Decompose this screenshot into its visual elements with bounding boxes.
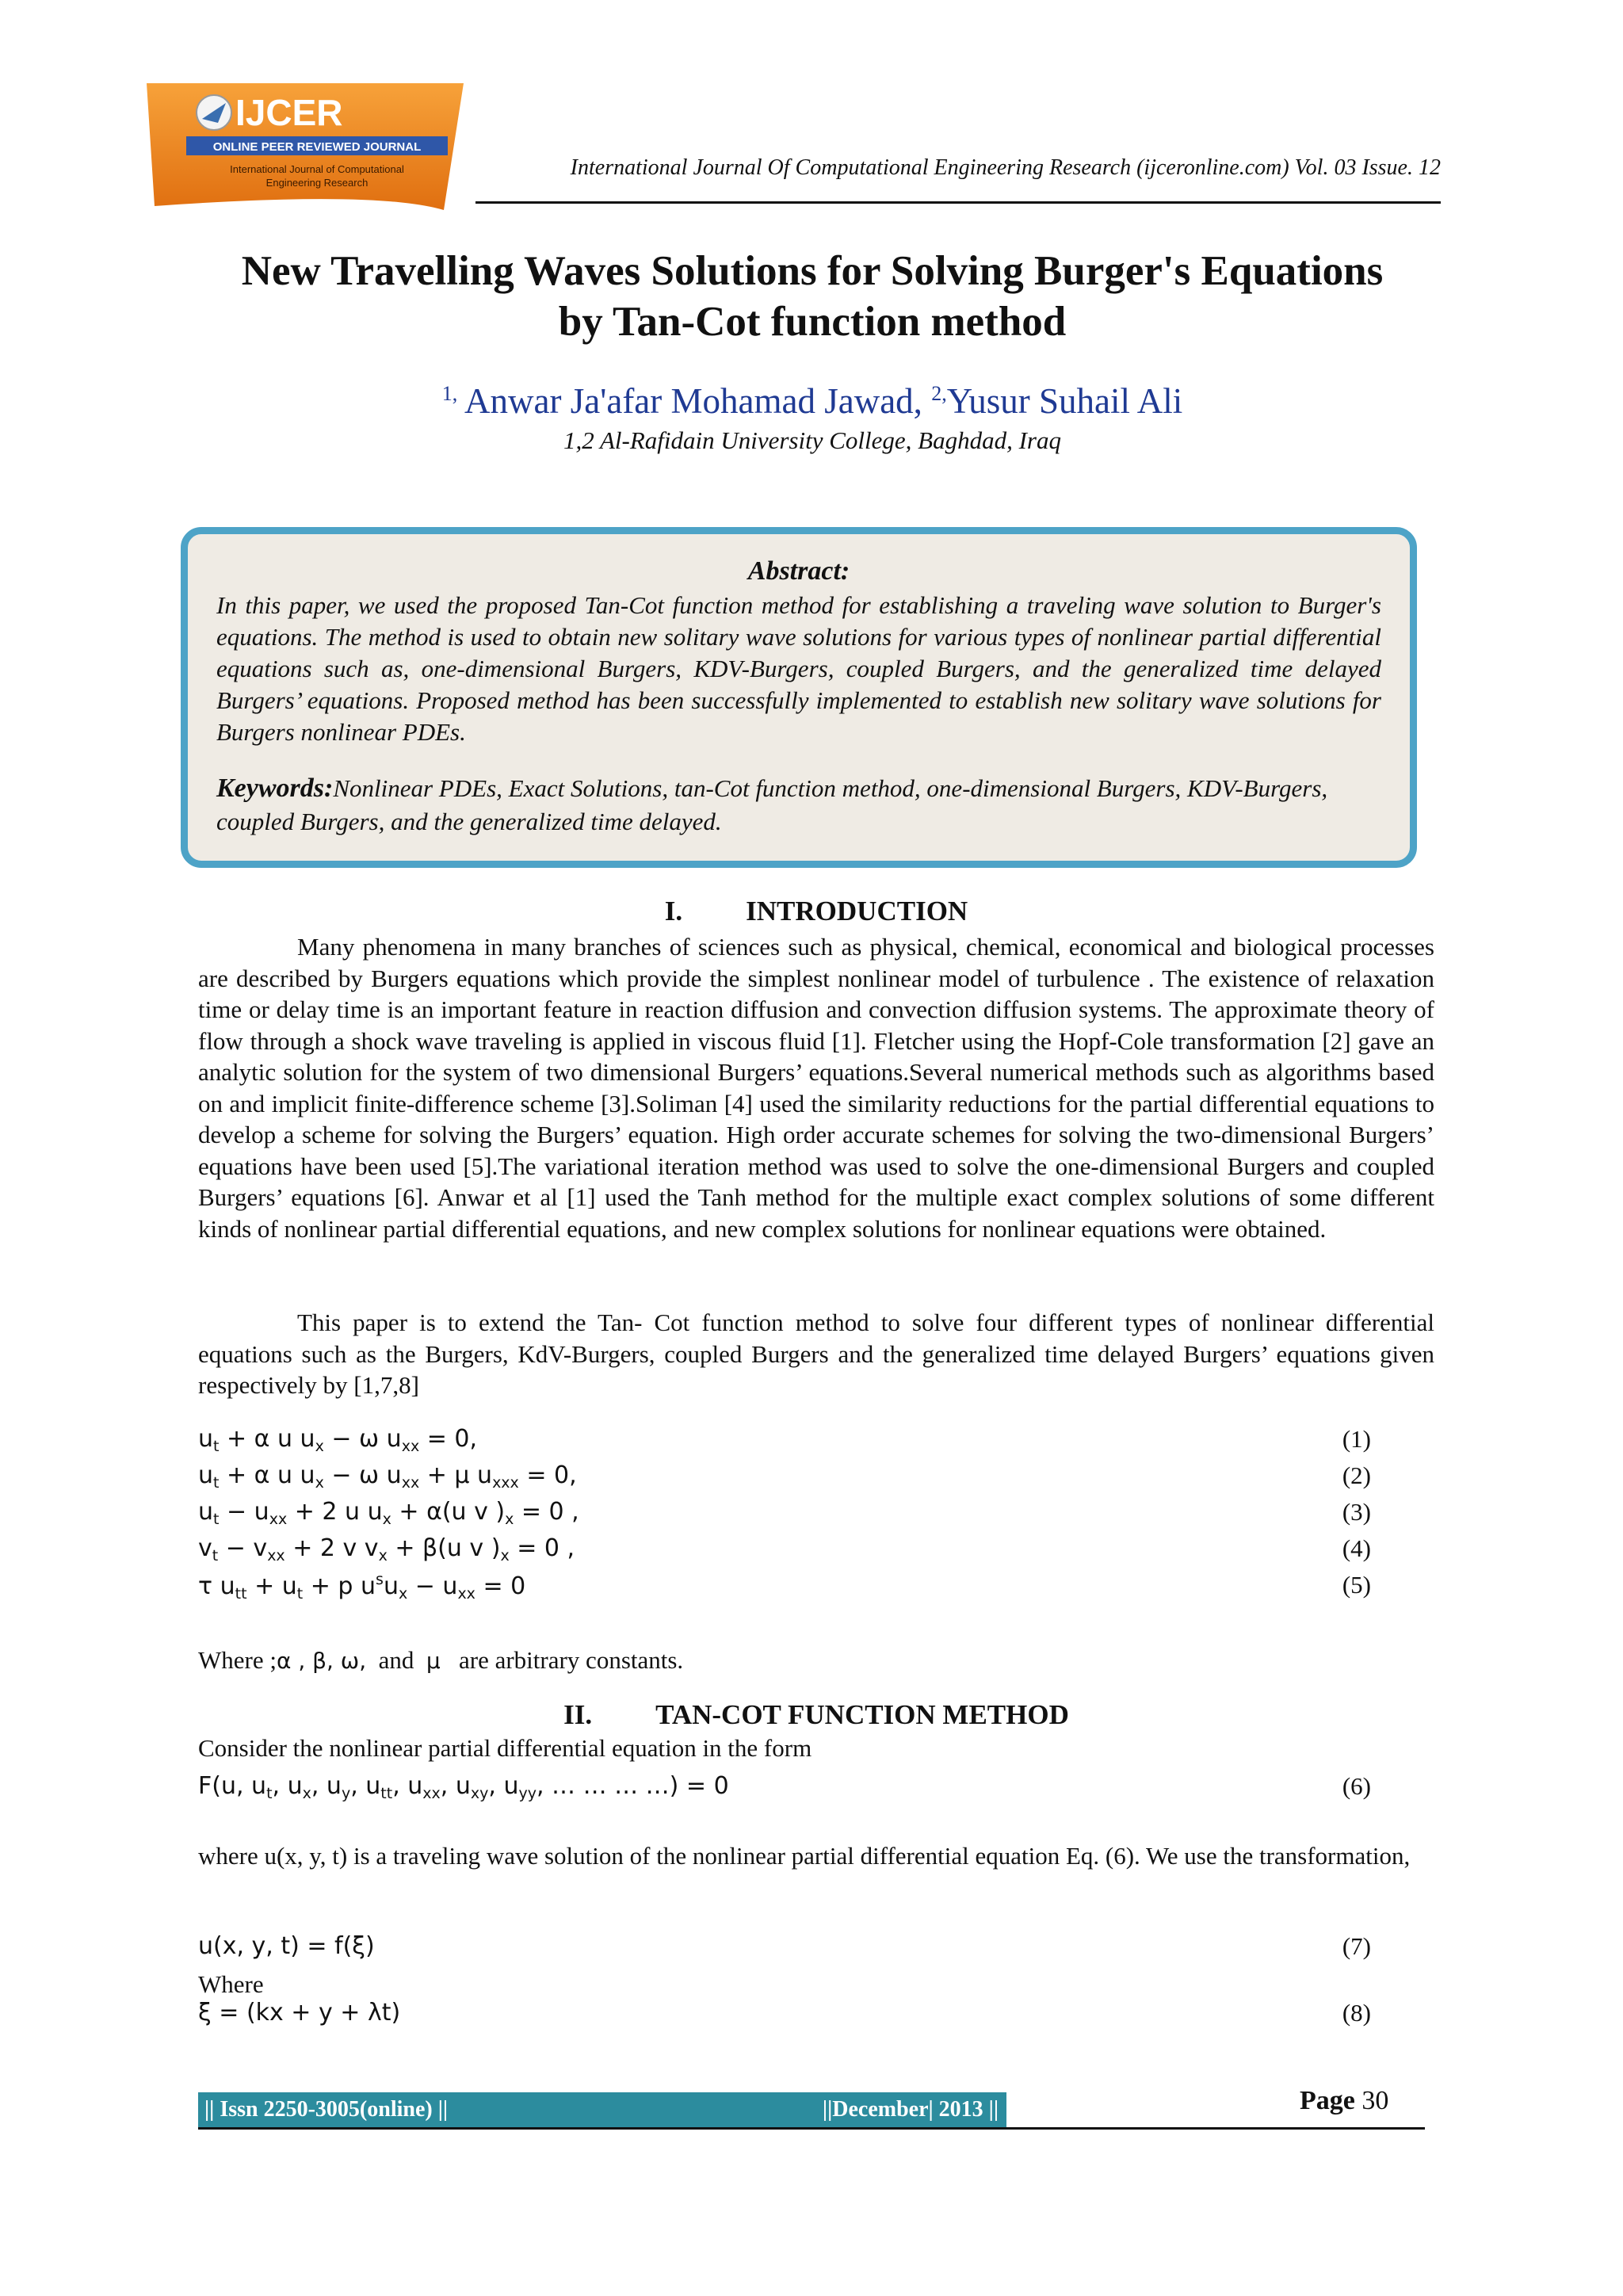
author-1: Anwar Ja'afar Mohamad Jawad, — [464, 381, 922, 421]
header-divider — [475, 201, 1441, 204]
equation-4-number: (4) — [1342, 1534, 1371, 1562]
footer-bar — [198, 2092, 1006, 2127]
where-and: and — [378, 1646, 414, 1674]
equation-2: $u_t + \alpha$ u $u_x - \omega$ $u_{xx} + \mu$ $u_{xxx} = 0$, (2) — [198, 1461, 1371, 1492]
abstract-box — [181, 527, 1417, 868]
equation-4: $v_t - v_{xx} + 2$ v $v_x + \beta(u$ v )$_x = 0$ , (4) — [198, 1534, 1371, 1564]
equation-5: τ $u_{tt} + u_t + p$ $u^su_x - u_{xx} = 0$ (5) — [198, 1571, 1371, 1603]
section-heading-tan-cot — [198, 1699, 1434, 1731]
where-mu: μ — [426, 1648, 441, 1674]
intro-paragraph-1-text: Many phenomena in many branches of sciences such as physical, chemical, economical and biological processes are described by Burgers equations which provide the simplest nonlinear model of turbulence . The existence of relaxation time or delay time is an important feature in reaction diffusion and convection diffusion systems. The approximate theory of flow through a shock wave traveling is applied in viscous fluid [1]. Fletcher using the Hopf-Cole transformation [2] gave an analytic solution for the system of two dimensional Burgers’ equations.Several numerical methods such as algorithms based on and implicit finite-difference scheme [3].Soliman [4] used the similarity reductions for the partial differential equations to develop a scheme for solving the Burgers’ equation. High order accurate schemes for solving the two-dimensional Burgers’ equations have been used [5].The variational iteration method was used to solve the one-dimensional Burgers and coupled Burgers’ equations [6]. Anwar et al [1] used the Tanh method for the multiple exact complex solutions of some different kinds of nonlinear partial differential equations, and new complex solutions for nonlinear equations were obtained. — [198, 933, 1434, 1243]
equation-6-number: (6) — [1342, 1772, 1371, 1800]
footer-divider — [198, 2127, 1425, 2130]
equation-3-number: (3) — [1342, 1498, 1371, 1526]
author2-sup: 2, — [931, 382, 947, 405]
journal-logo — [139, 79, 472, 214]
equation-2-number: (2) — [1342, 1461, 1371, 1489]
journal-header-line: International Journal Of Computational Engineering Research (ijceronline.com) Vol. 03 Issue. 12 — [570, 155, 1441, 180]
method-paragraph-2: where u(x, y, t) is a traveling wave solution of the nonlinear partial differential equation Eq. (6). We use the transformation, — [198, 1842, 1411, 1870]
page-label: Page — [1300, 2086, 1355, 2115]
equation-3: $u_t - u_{xx} + 2$ u $u_x + \alpha(u$ v )$_x = 0$ , (3) — [198, 1498, 1371, 1528]
intro-paragraph-2 — [198, 1307, 1434, 1401]
constants-note — [198, 1646, 683, 1675]
method-where: Where — [198, 1970, 264, 1998]
title-line-1: New Travelling Waves Solutions for Solving Burger's Equations — [241, 248, 1384, 294]
where-symbols: α , β, ω, — [276, 1648, 367, 1674]
author1-sup: 1, — [441, 382, 458, 405]
equation-5-number: (5) — [1342, 1571, 1371, 1599]
title-line-2: by Tan-Cot function method — [558, 299, 1067, 345]
equation-7-number: (7) — [1342, 1932, 1371, 1960]
logo-line-2: International Journal of Computational — [230, 163, 404, 175]
keywords-text: Nonlinear PDEs, Exact Solutions, tan-Cot function method, one-dimensional Burgers, KDV-Burgers, coupled Burgers, and the generalized time delayed. — [216, 774, 1328, 835]
logo-text: IJCER — [235, 92, 343, 133]
section-title: TAN-COT FUNCTION METHOD — [655, 1699, 1069, 1730]
equation-8: ξ = (kx + y + λt) (8) — [198, 1999, 1371, 2027]
equation-6: F(u, $u_t$, $u_x$, $u_y$, $u_{tt}$, $u_{xx}$, $u_{xy}$, $u_{yy}$, … … … …) = 0 (6) — [198, 1772, 1371, 1802]
section-number: I. — [664, 896, 683, 926]
abstract-text: In this paper, we used the proposed Tan-Cot function method for establishing a traveling wave solution to Burger's equations. The method is used to obtain new solitary wave solutions for various types of nonlinear partial differential equations such as, one-dimensional Burgers, KDV-Burgers, coupled Burgers, and the generalized time delayed Burgers’ equations. Proposed method has been successfully implemented to establish new solitary wave solutions for Burgers nonlinear PDEs. — [216, 591, 1381, 746]
equation-7: u(x, y, t) = f(ξ) (7) — [198, 1932, 1371, 1960]
intro-paragraph-2-text: This paper is to extend the Tan- Cot function method to solve four different types of nonlinear differential equations such as the Burgers, KdV-Burgers, coupled Burgers and the generalized time delayed Burgers’ equations given respectively by [1,7,8] — [198, 1308, 1434, 1399]
section-number: II. — [563, 1699, 593, 1730]
affiliation: 1,2 Al-Rafidain University College, Baghdad, Iraq — [563, 426, 1061, 454]
author-2: Yusur Suhail Ali — [946, 381, 1183, 421]
abstract-title: Abstract: — [747, 556, 850, 586]
equation-1: $u_t + \alpha$ u $u_x - \omega$ $u_{xx} = 0$, (1) — [198, 1425, 1371, 1455]
where-prefix: Where ; — [198, 1646, 277, 1674]
logo-subtitle: ONLINE PEER REVIEWED JOURNAL — [212, 140, 422, 154]
section-title: INTRODUCTION — [746, 896, 968, 926]
method-paragraph-1: Consider the nonlinear partial differential equation in the form — [198, 1734, 812, 1762]
page-value: 30 — [1361, 2086, 1389, 2115]
paper-title — [143, 246, 1482, 347]
intro-paragraph-1 — [198, 931, 1434, 1244]
footer-issn: || Issn 2250-3005(online) || — [204, 2097, 449, 2122]
keywords-label: Keywords: — [216, 774, 334, 803]
page-number — [1300, 2086, 1388, 2116]
keywords — [216, 772, 1381, 839]
equation-8-number: (8) — [1342, 1999, 1371, 2027]
where-suffix: are arbitrary constants. — [459, 1646, 684, 1674]
section-heading-introduction — [198, 896, 1434, 927]
equation-1-number: (1) — [1342, 1425, 1371, 1453]
footer-date: ||December| 2013 || — [822, 2097, 999, 2122]
logo-line-3: Engineering Research — [265, 177, 369, 189]
authors — [143, 380, 1482, 422]
